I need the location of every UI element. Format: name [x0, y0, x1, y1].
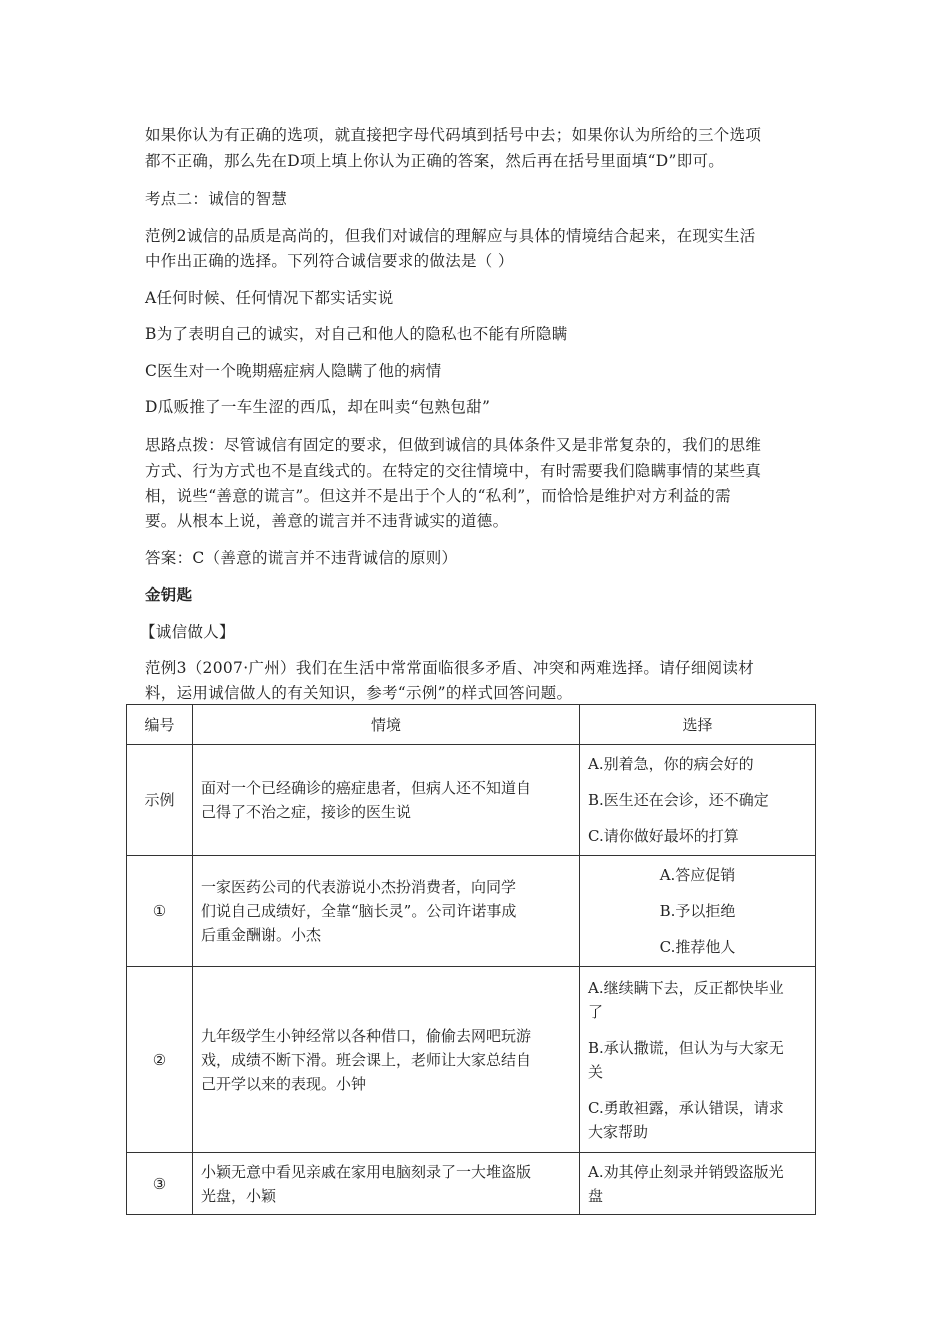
- choice-line: 盘: [588, 1186, 604, 1205]
- row-number: ①: [127, 856, 193, 967]
- row-context: [193, 856, 580, 967]
- choice-line: C.勇敢袒露，承认错误，请求: [588, 1098, 784, 1117]
- option-c: C医生对一个晚期癌症病人隐瞒了他的病情: [145, 362, 442, 380]
- row-number: 示例: [127, 745, 193, 856]
- choice-a: [588, 1154, 807, 1214]
- table-header-row: [127, 705, 816, 745]
- row-choices: [580, 1153, 816, 1215]
- choice-line: 了: [588, 1002, 604, 1021]
- header-context: 情境: [193, 705, 580, 745]
- table-row: [127, 745, 816, 856]
- choice-b: B.医生还在会诊，还不确定: [588, 791, 769, 809]
- scenario-table: [126, 704, 816, 1215]
- subsection-title: 【诚信做人】: [140, 623, 235, 641]
- choice-line: 大家帮助: [588, 1122, 649, 1141]
- context-line: 戏，成绩不断下滑。班会课上，老师让大家总结自: [201, 1050, 532, 1069]
- context-line: 面对一个已经确诊的癌症患者，但病人还不知道自: [201, 779, 532, 797]
- choice-c: C.推荐他人: [659, 938, 736, 956]
- row-number: ②: [127, 967, 193, 1153]
- option-b: B为了表明自己的诚实，对自己和他人的隐私也不能有所隐瞒: [145, 325, 568, 343]
- choice-b: [588, 1030, 807, 1090]
- hint-line-3: 相，说些“善意的谎言”。但这并不是出于个人的“私利”，而恰恰是维护对方利益的需: [145, 487, 731, 505]
- intro-line-1: 如果你认为有正确的选项，就直接把字母代码填到括号中去；如果你认为所给的三个选项: [145, 126, 762, 144]
- choice-c: [588, 1090, 807, 1150]
- choice-line: 关: [588, 1062, 604, 1081]
- table-row: [127, 967, 816, 1153]
- choice-c: C.请你做好最坏的打算: [588, 827, 739, 845]
- choice-a: [588, 970, 807, 1030]
- context-line: 光盘，小颖: [201, 1186, 277, 1205]
- context-line: 己开学以来的表现。小钟: [201, 1074, 367, 1093]
- context-line: 后重金酬谢。小杰: [201, 926, 322, 944]
- context-line: 己得了不治之症，接诊的医生说: [201, 803, 412, 821]
- section2-title: 考点二：诚信的智慧: [145, 190, 288, 208]
- choice-line: A.劝其停止刻录并销毁盗版光: [588, 1162, 784, 1181]
- row-context: [193, 745, 580, 856]
- intro-line-2: 都不正确，那么先在D项上填上你认为正确的答案，然后再在括号里面填“D”即可。: [145, 152, 725, 170]
- answer: 答案：C（善意的谎言并不违背诚信的原则）: [145, 549, 458, 567]
- option-a: A任何时候、任何情况下都实话实说: [145, 289, 394, 307]
- choice-a: A.别着急，你的病会好的: [588, 755, 754, 773]
- row-context: [193, 1153, 580, 1215]
- row-context: [193, 967, 580, 1153]
- header-number: 编号: [127, 705, 193, 745]
- table-row: [127, 1153, 816, 1215]
- choice-line: B.承认撒谎，但认为与大家无: [588, 1038, 784, 1057]
- row-choices: [580, 967, 816, 1153]
- example2-line-1: 范例2诚信的品质是高尚的，但我们对诚信的理解应与具体的情境结合起来，在现实生活: [145, 227, 756, 245]
- context-line: 们说自己成绩好，全靠“脑长灵”。公司许诺事成: [201, 902, 517, 920]
- option-d: D瓜贩推了一车生涩的西瓜，却在叫卖“包熟包甜”: [145, 398, 491, 416]
- row-number: ③: [127, 1153, 193, 1215]
- hint-line-1: 思路点拨：尽管诚信有固定的要求，但做到诚信的具体条件又是非常复杂的，我们的思维: [145, 436, 762, 454]
- golden-key-heading: 金钥匙: [145, 586, 193, 604]
- hint-line-2: 方式、行为方式也不是直线式的。在特定的交往情境中，有时需要我们隐瞒事情的某些真: [145, 462, 762, 480]
- context-line: 小颖无意中看见亲戚在家用电脑刻录了一大堆盗版: [201, 1162, 532, 1181]
- example3-line-2: 料，运用诚信做人的有关知识，参考“示例”的样式回答问题。: [145, 684, 573, 702]
- example3-line-1: 范例3（2007·广州）我们在生活中常常面临很多矛盾、冲突和两难选择。请仔细阅读材: [145, 659, 755, 677]
- context-line: 九年级学生小钟经常以各种借口，偷偷去网吧玩游: [201, 1026, 532, 1045]
- choice-line: A.继续瞒下去，反正都快毕业: [588, 978, 784, 997]
- row-choices: [580, 856, 816, 967]
- row-choices: [580, 745, 816, 856]
- header-choice: 选择: [580, 705, 816, 745]
- choice-a: A.答应促销: [659, 866, 736, 884]
- hint-line-4: 要。从根本上说，善意的谎言并不违背诚实的道德。: [145, 512, 509, 530]
- choice-b: B.予以拒绝: [659, 902, 736, 920]
- example2-line-2: 中作出正确的选择。下列符合诚信要求的做法是（ ）: [145, 252, 514, 270]
- table-row: [127, 856, 816, 967]
- context-line: 一家医药公司的代表游说小杰扮消费者，向同学: [201, 878, 517, 896]
